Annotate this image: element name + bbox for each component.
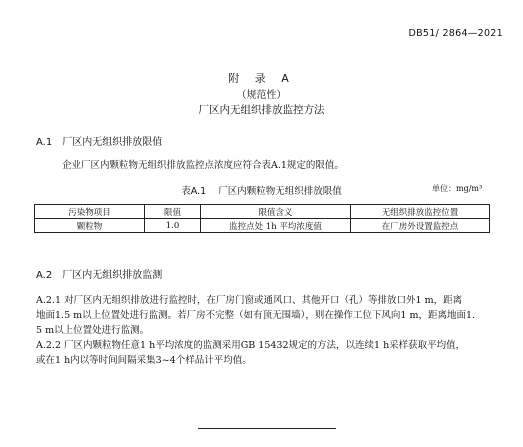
table-header-cell: 污染物项目 [35, 205, 145, 219]
table-cell: 1.0 [145, 219, 201, 233]
clause-line: 地面1.5 m以上位置处进行监测。若厂房不完整（如有顶无围墙），则在操作工位下风向1 m，距离地面1. [36, 310, 476, 321]
table-cell: 在厂房外设置监控点 [351, 219, 490, 233]
clause-line: 或在1 h内以等时间间隔采集3~4个样品计平均值。 [36, 355, 252, 366]
table-cell: 颗粒物 [35, 219, 145, 233]
table-cell: 监控点处 1h 平均浓度值 [201, 219, 351, 233]
clause-a2-1 [36, 293, 475, 338]
table-header-row [35, 205, 490, 219]
section-a2-number: A.2 [36, 270, 53, 281]
table-row [35, 219, 490, 233]
section-a2-heading [36, 266, 162, 281]
footer-divider [198, 428, 336, 429]
clause-line: A.2.1 对厂区内无组织排放进行监控时，在厂房门窗或通风口、其他开口（孔）等排放口外1 m，距离 [36, 295, 463, 306]
appendix-name: 厂区内无组织排放监控方法 [198, 104, 325, 116]
section-a1-heading [36, 133, 162, 148]
limits-table [34, 204, 490, 233]
section-a1-title: 厂区内无组织排放限值 [62, 137, 163, 148]
appendix-title: 附 录 A [228, 72, 295, 85]
table-caption-text: 厂区内颗粒物无组织排放限值 [218, 186, 342, 197]
clause-line: A.2.2 厂区内颗粒物任意1 h平均浓度的监测采用GB 15432规定的方法，以连续1 h采样获取平均值， [36, 340, 466, 351]
table-label: 表A.1 [181, 186, 207, 197]
table-unit: 单位：mg/m³ [432, 184, 483, 193]
section-a1-number: A.1 [36, 137, 53, 148]
table-header-cell: 限值含义 [201, 205, 351, 219]
clause-a2-2 [36, 338, 465, 368]
table-header-cell: 限值 [145, 205, 201, 219]
section-a2-title: 厂区内无组织排放监测 [62, 270, 163, 281]
table-header-cell: 无组织排放监控位置 [351, 205, 490, 219]
clause-line: 5 m以上位置处进行监测。 [36, 325, 150, 336]
standard-code: DB51/ 2864—2021 [408, 28, 503, 39]
section-a1-paragraph: 企业厂区内颗粒物无组织排放监控点浓度应符合表A.1规定的限值。 [62, 160, 344, 171]
appendix-type: （规范性） [236, 90, 287, 101]
